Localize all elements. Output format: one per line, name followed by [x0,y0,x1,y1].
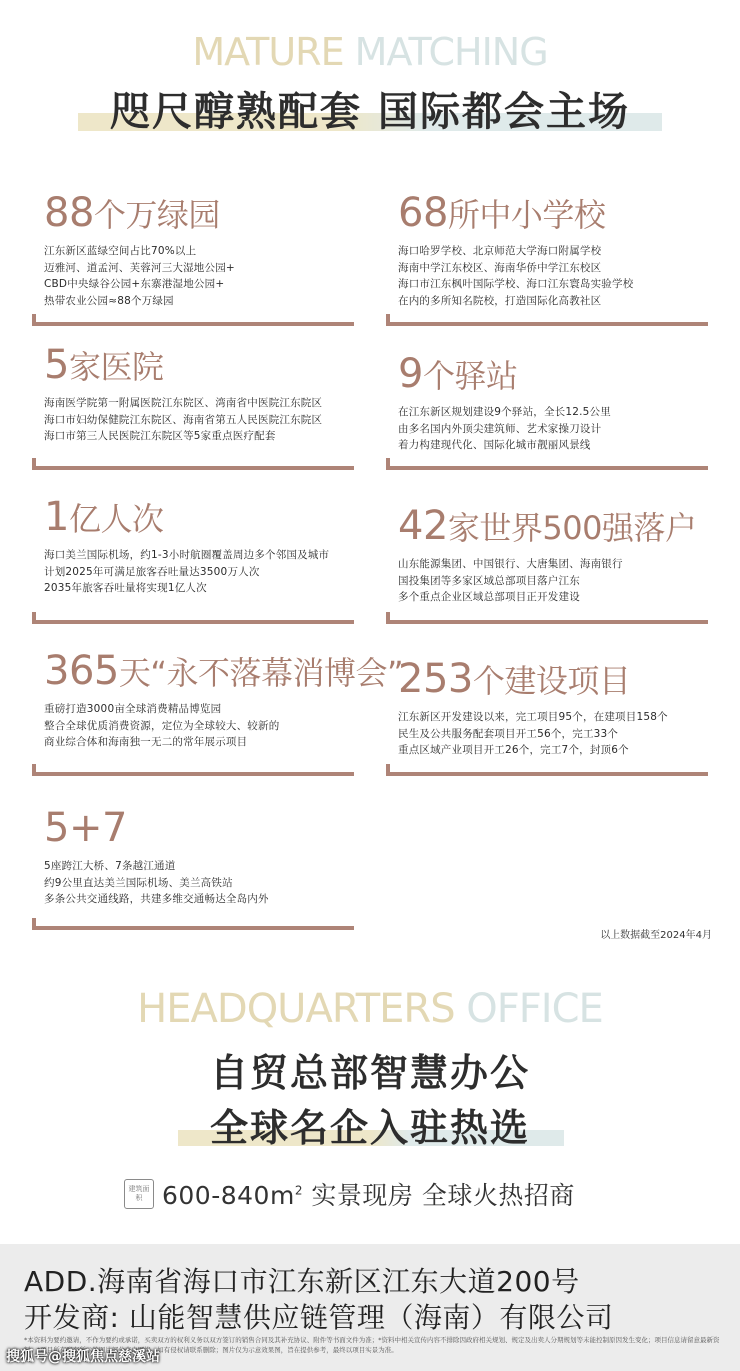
feature-item [44,190,374,309]
feature-description [44,858,374,908]
slogan-tagline: 实景现房 全球火热招商 [302,1181,575,1210]
feature-description [398,243,728,309]
desc-line: 在内的多所知名院校，打造国际化高教社区 [398,294,602,307]
feature-description [44,547,374,597]
feature-number: 9 [398,351,423,397]
feature-item [398,503,728,606]
desc-line: 海口美兰国际机场，约1-3小时航圈覆盖周边多个邻国及城市 [44,549,330,561]
desc-line: 江东新区蓝绿空间占比70%以上 [44,245,197,257]
feature-title: 亿人次 [68,500,164,538]
section-divider [32,322,354,326]
area-stamp-icon: 建筑面积 [124,1179,154,1209]
desc-line: 重点区域产业项目开工26个，完工7个，封顶6个 [398,744,629,756]
section-divider [386,620,708,624]
slogan-text [162,1176,575,1212]
desc-line: 着力构建现代化、国际化城市靓丽风景线 [398,439,591,451]
desc-line: 山东能源集团、中国银行、大唐集团、海南银行 [398,558,623,570]
feature-item [398,351,728,454]
address: ADD.海南省海口市江东新区江东大道200号 [24,1265,580,1298]
feature-description [44,395,374,445]
feature-number: 5 [44,342,69,388]
heading-en-part2: OFFICE [454,986,603,1032]
section-divider-tick [32,458,36,470]
feature-title: 个建设项目 [472,662,631,700]
feature-title: 个驿站 [422,357,518,395]
desc-line: 热带农业公园≈88个万绿园 [44,294,174,307]
desc-line: 海口市江东枫叶国际学校、海口江东寰岛实验学校 [398,278,634,290]
desc-line: 海南医学院第一附属医院江东院区、湾南省中医院江东院区 [44,397,323,409]
desc-line: 民生及公共服务配套项目开工56个，完工33个 [398,727,619,740]
section-divider [386,466,708,470]
feature-number: 253 [398,656,473,702]
feature-description [398,556,728,606]
feature-item [398,656,728,759]
feature-number: 88 [44,190,94,236]
section-divider-tick [32,612,36,624]
section-divider-tick [32,918,36,930]
desc-line: 国投集团等多家区域总部项目落户江东 [398,574,580,587]
feature-item [44,648,404,751]
feature-title: 家世界500强落户 [447,509,697,547]
desc-line: 整合全球优质消费资源，定位为全球较大、较新的 [44,719,280,732]
feature-item [44,805,374,908]
feature-item [44,342,374,445]
desc-line: 海口市妇幼保健院江东院区、海南省第五人民医院江东院区 [44,413,323,426]
heading-en-part2: MATCHING [343,30,548,74]
feature-item [398,190,728,309]
feature-number: 365 [44,648,119,694]
feature-number: 1 [44,494,69,540]
feature-title: 天“永不落幕消博会” [118,654,404,692]
watermark: 搜狐号@搜狐焦点慈溪站 [6,1349,160,1365]
feature-number: 5+7 [44,805,127,851]
developer: 开发商: 山能智慧供应链管理（海南）有限公司 [24,1301,614,1334]
section-divider-tick [386,612,390,624]
disclaimer: *本资料为要约邀请，不作为要约或承诺，买卖双方的权利义务以双方签订的销售合同及其补充协议、附件等书面文件为准；*资料中相关宣传内容不排除因政府相关规划、规定及出卖人分期规划等未能控制原因发生变化；项目信息请留意最新资料；*项目所有配套所示的图片部分来自网络，如有侵权请联系删除；图片仅为示意效果图，旨在提供参考，最终以项目实景为准。 [24,1336,720,1354]
section-title-line1: 自贸总部智慧办公 [209,1051,530,1095]
section-heading-en [0,986,740,1032]
feature-description [44,243,374,309]
page-title: 咫尺醇熟配套 国际都会主场 [110,89,630,135]
section-divider [32,926,354,930]
feature-item [44,494,374,597]
section-divider-tick [386,314,390,326]
feature-title: 家医院 [68,348,164,386]
desc-line: 多条公共交通线路，共建多维交通畅达全岛内外 [44,893,269,905]
desc-line: 重磅打造3000亩全球消费精品博览园 [44,703,222,715]
feature-description [398,709,728,759]
area-unit-sup: 2 [294,1183,303,1198]
desc-line: 商业综合体和海南独一无二的常年展示项目 [44,736,248,748]
desc-line: 海口市第三人民医院江东院区等5家重点医疗配套 [44,430,276,442]
feature-number: 42 [398,503,448,549]
desc-line: 2035年旅客吞吐量将实现1亿人次 [44,582,207,594]
section-divider-tick [32,314,36,326]
feature-title: 个万绿园 [93,196,220,234]
desc-line: CBD中央绿谷公园+东寨港湿地公园+ [44,278,225,290]
data-date-note: 以上数据截至2024年4月 [600,930,712,941]
heading-en-part1: MATURE [192,30,344,74]
heading-en-part1: HEADQUARTERS [137,986,455,1032]
section-divider-tick [32,764,36,776]
area-size: 600-840m [162,1181,295,1210]
section-heading-en [0,30,740,74]
feature-title: 所中小学校 [447,196,606,234]
desc-line: 5座跨江大桥、7条越江通道 [44,860,176,872]
desc-line: 海口哈罗学校、北京师范大学海口附属学校 [398,245,602,257]
section-divider-tick [386,458,390,470]
desc-line: 江东新区开发建设以来，完工项目95个，在建项目158个 [398,711,668,723]
desc-line: 在江东新区规划建设9个驿站，全长12.5公里 [398,406,611,418]
feature-number: 68 [398,190,448,236]
section-divider [386,322,708,326]
desc-line: 迈雅河、道孟河、芙蓉河三大湿地公园+ [44,261,235,274]
desc-line: 由多名国内外顶尖建筑师、艺术家操刀设计 [398,422,602,435]
desc-line: 多个重点企业区域总部项目正开发建设 [398,591,580,603]
section-divider-tick [386,764,390,776]
section-title-line2: 全球名企入驻热选 [209,1106,530,1150]
feature-description [398,404,728,454]
section-divider [386,772,708,776]
desc-line: 海南中学江东校区、海南华侨中学江东校区 [398,261,602,274]
section-divider [32,772,354,776]
section-divider [32,466,354,470]
desc-line: 约9公里直达美兰国际机场、美兰高铁站 [44,876,233,889]
section-divider [32,620,354,624]
slogan [124,1176,575,1212]
desc-line: 计划2025年可满足旅客吞吐量达3500万人次 [44,565,260,578]
feature-description [44,701,374,751]
